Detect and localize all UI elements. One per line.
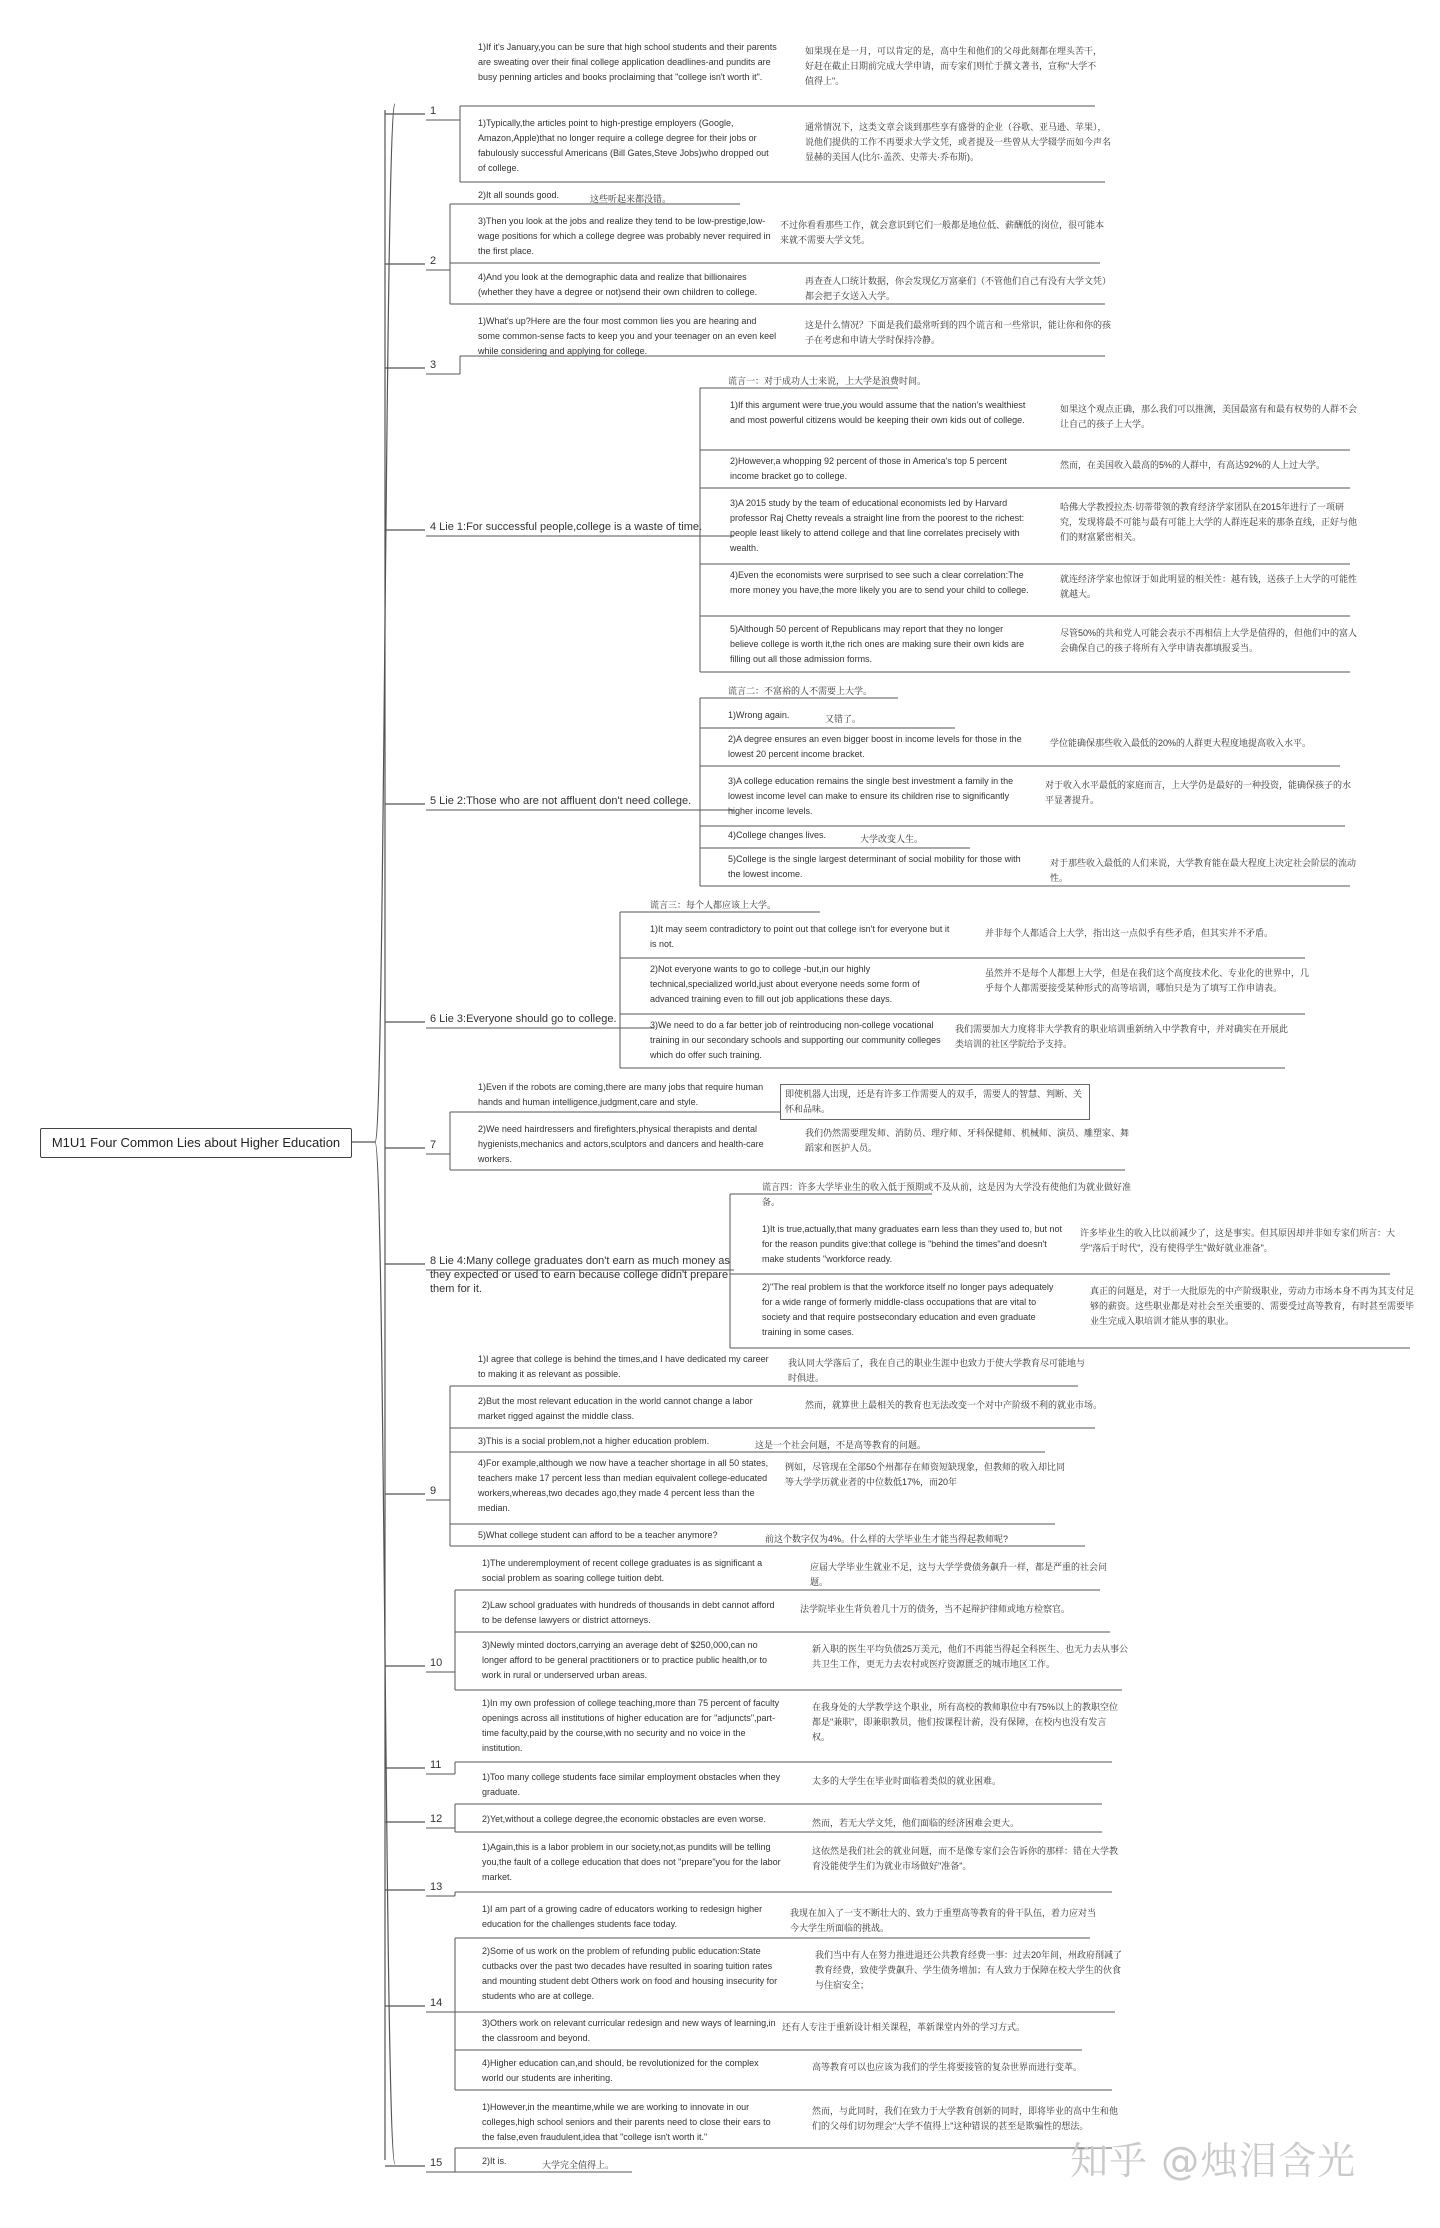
item-english[interactable]: 4)And you look at the demographic data and realize that billionaires (whether they have a degree or not)send their own children to college. — [478, 272, 758, 297]
item-chinese[interactable]: 对于收入水平最低的家庭而言，上大学仍是最好的一种投资，能确保孩子的水平显著提升。 — [1045, 780, 1352, 805]
item-chinese[interactable]: 并非每个人都适合上大学，指出这一点似乎有些矛盾，但其实并不矛盾。 — [985, 928, 1274, 938]
item-chinese[interactable]: 然而，若无大学文凭，他们面临的经济困难会更大。 — [812, 1818, 1020, 1828]
item-chinese[interactable]: 虽然并不是每个人都想上大学，但是在我们这个高度技术化、专业化的世界中，几乎每个人都需要接受某种形式的高等培训，哪怕只是为了填写工作申请表。 — [985, 968, 1310, 993]
item-chinese[interactable]: 不过你看看那些工作，就会意识到它们一般都是地位低、薪酬低的岗位，很可能本来就不需要大学文凭。 — [780, 220, 1105, 245]
branch-label[interactable]: 7 — [430, 1139, 437, 1151]
item-english[interactable]: 2)"The real problem is that the workforce itself no longer pays adequately for a wide range of formerly middle-class occupations that are vital to society and that require postsecondary education and even graduate training in some cases. — [762, 1282, 1054, 1337]
lie-header: 谎言四：许多大学毕业生的收入低于预期或不及从前，这是因为大学没有使他们为就业做好准备。 — [762, 1182, 1132, 1207]
item-chinese[interactable]: 又错了。 — [825, 714, 862, 724]
item-english[interactable]: 3)Newly minted doctors,carrying an average debt of $250,000,can no longer afford to be general practitioners or to practice public health,or to work in rural or underserved urban areas. — [482, 1640, 768, 1680]
item-chinese[interactable]: 我现在加入了一支不断壮大的、致力于重塑高等教育的骨干队伍，着力应对当今大学生所面临的挑战。 — [790, 1908, 1097, 1933]
item-chinese[interactable]: 许多毕业生的收入比以前减少了，这是事实。但其原因却并非如专家们所言：大学"落后于时代"，没有使得学生"做好就业准备"。 — [1080, 1228, 1396, 1253]
item-chinese[interactable]: 这是什么情况？下面是我们最常听到的四个谎言和一些常识，能让你和你的孩子在考虑和申请大学时保持冷静。 — [805, 320, 1112, 345]
item-english[interactable]: 2)A degree ensures an even bigger boost in income levels for those in the lowest 20 percent income bracket. — [728, 734, 1022, 759]
item-chinese[interactable]: 太多的大学生在毕业时面临着类似的就业困难。 — [812, 1776, 1002, 1786]
branch-label[interactable]: 3 — [430, 359, 437, 371]
branch-label[interactable]: 12 — [430, 1813, 443, 1825]
item-chinese[interactable]: 尽管50%的共和党人可能会表示不再相信上大学是值得的，但他们中的富人会确保自己的孩子将所有入学申请表都填报妥当。 — [1060, 628, 1358, 653]
item-english[interactable]: 2)It all sounds good. — [478, 190, 560, 200]
item-chinese[interactable]: 哈佛大学教授拉杰·切蒂带领的教育经济学家团队在2015年进行了一项研究，发现将最不可能与最有可能上大学的人群连起来的那条直线，正好与他们的财富紧密相关。 — [1060, 502, 1358, 542]
item-english[interactable]: 5)College is the single largest determinant of social mobility for those with the lowest income. — [728, 854, 1021, 879]
item-chinese[interactable]: 通常情况下，这类文章会谈到那些享有盛誉的企业（谷歌、亚马逊、苹果），说他们提供的工作不再要求大学文凭，或者提及一些曾从大学辍学而如今声名显赫的美国人(比尔·盖茨、史蒂夫·乔布斯)。 — [805, 122, 1112, 162]
branch-label[interactable]: 5 Lie 2:Those who are not affluent don't need college. — [430, 795, 692, 807]
item-chinese[interactable]: 这些听起来都没错。 — [590, 194, 672, 204]
item-english[interactable]: 1)Typically,the articles point to high-prestige employers (Google, Amazon,Apple)that no longer require a college degree for their jobs or fabulously successful Americans (Bill Gates,Steve Jobs)who dropped out of college. — [478, 118, 769, 173]
item-english[interactable]: 1)Wrong again. — [728, 710, 790, 720]
item-chinese[interactable]: 新入职的医生平均负债25万美元，他们不再能当得起全科医生、也无力去从事公共卫生工作，更无力去农村或医疗资源匮乏的城市地区工作。 — [812, 1644, 1129, 1669]
branch-label[interactable]: 11 — [430, 1759, 442, 1771]
lie-header: 谎言三：每个人都应该上大学。 — [650, 900, 777, 910]
item-english[interactable]: 2)But the most relevant education in the world cannot change a labor market rigged against the middle class. — [478, 1396, 753, 1421]
branch-label[interactable]: 1 — [430, 105, 437, 117]
item-english[interactable]: 3)Then you look at the jobs and realize they tend to be low-prestige,low-wage positions for which a college degree was probably never required in the first place. — [478, 216, 771, 256]
item-chinese[interactable]: 再查查人口统计数据，你会发现亿万富豪们（不管他们自己有没有大学文凭）都会把子女送入大学。 — [805, 276, 1112, 301]
item-english[interactable]: 5)Although 50 percent of Republicans may report that they no longer believe college is worth it,the rich ones are making sure their own kids are filling out all those admission forms. — [730, 624, 1025, 664]
item-chinese[interactable]: 大学改变人生。 — [860, 834, 924, 844]
item-english[interactable]: 1)The underemployment of recent college graduates is as significant a social problem as soaring college tuition debt. — [482, 1558, 763, 1583]
item-english[interactable]: 1)If this argument were true,you would assume that the nation's wealthiest and most powerful citizens would be keeping their own kids out of college. — [730, 400, 1026, 425]
item-english[interactable]: 1)Even if the robots are coming,there are many jobs that require human hands and human intelligence,judgment,care and style. — [478, 1082, 764, 1107]
item-chinese[interactable]: 如果现在是一月，可以肯定的是，高中生和他们的父母此刻都在埋头苦干，好赶在截止日期前完成大学申请，而专家们则忙于撰文著书，宣称"大学不值得上"。 — [805, 46, 1103, 86]
item-english[interactable]: 2)Law school graduates with hundreds of thousands in debt cannot afford to be defense lawyers or district attorneys. — [482, 1600, 775, 1625]
item-chinese[interactable]: 我们需要加大力度将非大学教育的职业培训重新纳入中学教育中，并对确实在开展此类培训的社区学院给予支持。 — [955, 1024, 1289, 1049]
item-chinese[interactable]: 在我身处的大学教学这个职业，所有高校的教师职位中有75%以上的教职空位都是"兼职"，即兼职教员，他们按课程计薪，没有保障，在校内也没有发言权。 — [812, 1702, 1119, 1742]
item-chinese[interactable]: 大学完全值得上。 — [542, 2160, 615, 2170]
item-english[interactable]: 2)However,a whopping 92 percent of those in America's top 5 percent income bracket go to college. — [730, 456, 1007, 481]
item-english[interactable]: 1)It may seem contradictory to point out that college isn't for everyone but it is not. — [650, 924, 950, 949]
item-chinese[interactable]: 高等教育可以也应该为我们的学生将要接管的复杂世界而进行变革。 — [812, 2062, 1083, 2072]
item-english[interactable]: 4)College changes lives. — [728, 830, 827, 840]
branch-label[interactable]: 2 — [430, 255, 437, 267]
item-english[interactable]: 1)If it's January,you can be sure that high school students and their parents are sweating over their final college application deadlines-and pundits are busy penning articles and books proclaiming that "college isn't worth it". — [478, 42, 777, 82]
item-english[interactable]: 3)This is a social problem,not a higher education problem. — [478, 1436, 710, 1446]
item-english[interactable]: 1)Too many college students face similar employment obstacles when they graduate. — [482, 1772, 781, 1797]
item-english[interactable]: 3)Others work on relevant curricular redesign and new ways of learning,in the classroom and beyond. — [482, 2018, 776, 2043]
item-english[interactable]: 4)Even the economists were surprised to see such a clear correlation:The more money you have,the more likely you are to send your child to college. — [730, 570, 1029, 595]
item-chinese[interactable]: 然而，在美国收入最高的5%的人群中，有高达92%的人上过大学。 — [1060, 460, 1326, 470]
item-chinese[interactable]: 学位能确保那些收入最低的20%的人群更大程度地提高收入水平。 — [1050, 738, 1312, 748]
item-english[interactable]: 1)However,in the meantime,while we are working to innovate in our colleges,high school seniors and their parents need to close their ears to the false,even fraudulent,idea that "college isn't worth it." — [482, 2102, 771, 2142]
item-english[interactable]: 4)Higher education can,and should, be revolutionized for the complex world our students are inheriting. — [482, 2058, 759, 2083]
item-chinese[interactable]: 我们当中有人在努力推进退还公共教育经费一事：过去20年间，州政府削减了教育经费，致使学费飙升、学生债务增加；有人致力于保障在校大学生的伙食与住宿安全； — [815, 1950, 1123, 1990]
item-chinese[interactable]: 法学院毕业生背负着几十万的债务，当不起辩护律师或地方检察官。 — [800, 1604, 1071, 1614]
branch-label[interactable]: 13 — [430, 1881, 443, 1893]
item-english[interactable]: 2)Yet,without a college degree,the economic obstacles are even worse. — [482, 1814, 766, 1824]
branch-label[interactable]: 14 — [430, 1997, 443, 2009]
item-english[interactable]: 4)For example,although we now have a teacher shortage in all 50 states, teachers make 17 percent less than median equivalent college-educated workers,whereas,two decades ago,they made 4 percent less than the median. — [478, 1458, 769, 1513]
item-english[interactable]: 1)Again,this is a labor problem in our society,not,as pundits will be telling you,the fault of a college education that does not "prepare"you for the labor market. — [482, 1842, 781, 1882]
root-node[interactable]: M1U1 Four Common Lies about Higher Education — [40, 1128, 352, 1158]
item-chinese[interactable]: 即使机器人出现，还是有许多工作需要人的双手，需要人的智慧、判断、关怀和品味。 — [780, 1084, 1090, 1120]
item-chinese[interactable]: 然而，与此同时，我们在致力于大学教育创新的同时，即将毕业的高中生和他们的父母们切勿理会"大学不值得上"这种错误的甚至是欺骗性的想法。 — [812, 2106, 1119, 2131]
item-chinese[interactable]: 我认同大学落后了，我在自己的职业生涯中也致力于使大学教育尽可能地与时俱进。 — [788, 1358, 1086, 1383]
item-chinese[interactable]: 如果这个观点正确，那么我们可以推测，美国最富有和最有权势的人群不会让自己的孩子上大学。 — [1060, 404, 1358, 429]
item-chinese[interactable]: 我们仍然需要理发师、消防员、理疗师、牙科保健师、机械师、演员、雕塑家、舞蹈家和医护人员。 — [805, 1128, 1130, 1153]
branch-label[interactable]: 8 Lie 4:Many college graduates don't earn as much money as they expected or used to earn because college didn't prepare them for it. — [430, 1255, 730, 1295]
item-english[interactable]: 2)Some of us work on the problem of refunding public education:State cutbacks over the past two decades have resulted in soaring tuition rates and mounting student debt Others work on food and housing insecurity for students who are at college. — [482, 1946, 778, 2001]
branch-label[interactable]: 4 Lie 1:For successful people,college is a waste of time. — [430, 521, 703, 533]
branch-label[interactable]: 6 Lie 3:Everyone should go to college. — [430, 1013, 617, 1025]
item-english[interactable]: 1)What's up?Here are the four most common lies you are hearing and some common-sense facts to keep you and your teenager on an even keel while considering and applying for college. — [478, 316, 777, 356]
branch-label[interactable]: 10 — [430, 1657, 443, 1669]
item-chinese[interactable]: 真正的问题是，对于一大批原先的中产阶级职业，劳动力市场本身不再为其支付足够的薪资。这些职业都是对社会至关重要的、需要受过高等教育，有时甚至需要毕业生完成入职培训才能从事的职业。 — [1090, 1286, 1415, 1326]
item-english[interactable]: 2)Not everyone wants to go to college -but,in our highly technical,specialized world,just about everyone needs some form of advanced training even to fill out job applications these days. — [650, 964, 920, 1004]
item-chinese[interactable]: 对于那些收入最低的人们来说，大学教育能在最大程度上决定社会阶层的流动性。 — [1050, 858, 1357, 883]
item-chinese[interactable]: 这是一个社会问题，不是高等教育的问题。 — [755, 1440, 927, 1450]
item-chinese[interactable]: 然而，就算世上最相关的教育也无法改变一个对中产阶级不利的就业市场。 — [805, 1400, 1103, 1410]
item-english[interactable]: 1)In my own profession of college teaching,more than 75 percent of faculty openings across all institutions of higher education are for "adjuncts",part-time faculty,paid by the course,with no security and no voice in the institution. — [482, 1698, 780, 1753]
item-chinese[interactable]: 就连经济学家也惊讶于如此明显的相关性：越有钱，送孩子上大学的可能性就越大。 — [1060, 574, 1358, 599]
item-english[interactable]: 2)We need hairdressers and firefighters,physical therapists and dental hygienists,mechanics and actors,sculptors and dancers and health-care workers. — [478, 1124, 764, 1164]
item-chinese[interactable]: 例如，尽管现在全部50个州都存在师资短缺现象，但教师的收入却比同等大学学历就业者的中位数低17%，而20年 — [785, 1462, 1066, 1487]
item-chinese[interactable]: 前这个数字仅为4%。什么样的大学毕业生才能当得起教师呢? — [765, 1534, 1009, 1544]
item-english[interactable]: 1)I am part of a growing cadre of educators working to redesign higher education for the challenges students face today. — [482, 1904, 763, 1929]
lie-header: 谎言二：不富裕的人不需要上大学。 — [728, 686, 873, 696]
item-english[interactable]: 1)It is true,actually,that many graduates earn less than they used to, but not for the reason pundits give:that college is "behind the times"and doesn't make students "workforce ready. — [762, 1224, 1063, 1264]
item-english[interactable]: 3)A 2015 study by the team of educational economists led by Harvard professor Raj Chetty reveals a straight line from the poorest to the richest: people least likely to attend college and that line correlates precisely with wealth. — [730, 498, 1025, 553]
item-english[interactable]: 2)It is. — [482, 2156, 507, 2166]
branch-label[interactable]: 15 — [430, 2157, 443, 2169]
item-chinese[interactable]: 还有人专注于重新设计相关课程，革新课堂内外的学习方式。 — [782, 2022, 1026, 2032]
item-english[interactable]: 1)I agree that college is behind the times,and I have dedicated my career to making it as relevant as possible. — [478, 1354, 769, 1379]
item-english[interactable]: 3)We need to do a far better job of reintroducing non-college vocational training in our secondary schools and supporting our community colleges which do offer such training. — [650, 1020, 941, 1060]
item-chinese[interactable]: 这依然是我们社会的就业问题，而不是像专家们会告诉你的那样：错在大学教育没能使学生们为就业市场做好"准备"。 — [812, 1846, 1119, 1871]
watermark: 知乎 @烛泪含光 — [1070, 2139, 1357, 2183]
lie-header: 谎言一：对于成功人士来说，上大学是浪费时间。 — [728, 376, 927, 386]
item-english[interactable]: 5)What college student can afford to be a teacher anymore? — [478, 1530, 718, 1540]
branch-label[interactable]: 9 — [430, 1485, 437, 1497]
item-english[interactable]: 3)A college education remains the single best investment a family in the lowest income level can make to ensure its children rise to significantly higher income levels. — [728, 776, 1014, 816]
item-chinese[interactable]: 应届大学毕业生就业不足，这与大学学费债务飙升一样，都是严重的社会问题。 — [810, 1562, 1108, 1587]
